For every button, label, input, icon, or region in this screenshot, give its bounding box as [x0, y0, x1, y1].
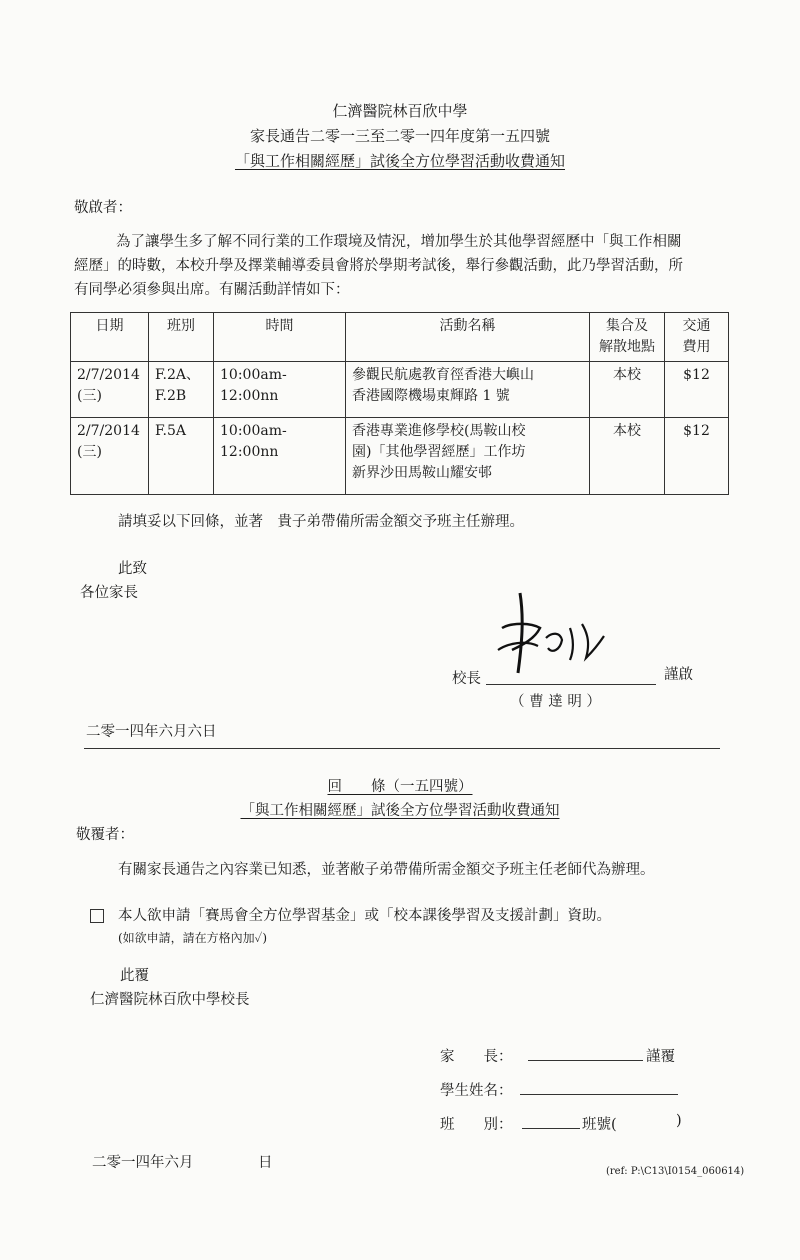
cell-class [149, 418, 214, 495]
paragraph-line-2: 經歷」的時數，本校升學及擇業輔導委員會將於學期考試後，舉行參觀活動，此乃學習活動，所 [74, 258, 683, 274]
reference-code: (ref: P:\C13\I0154_060614) [606, 1166, 745, 1177]
header-class: 班別 [149, 313, 214, 362]
reply-title: 回 條（一五四號） [327, 779, 473, 795]
row-date: 2/7/2014 [77, 367, 140, 383]
respect-closing: 謹啟 [664, 667, 693, 683]
class-field[interactable] [522, 1128, 580, 1129]
reply-subtitle: 「與工作相關經歷」試後全方位學習活動收費通知 [240, 803, 560, 819]
header-place-line-2: 解散地點 [599, 339, 655, 355]
notice-number: 家長通告二零一三至二零一四年度第一五四號 [249, 127, 550, 145]
cell-time: 10:00am-12:00nn [214, 418, 346, 495]
header-place [590, 313, 665, 362]
student-name-field[interactable] [520, 1094, 678, 1095]
principal-signature-line [486, 684, 656, 685]
principal-label: 校長 [452, 671, 481, 687]
class-number-label: 班號( [582, 1117, 617, 1133]
row-activity-3: 新界沙田馬鞍山耀安邨 [352, 465, 492, 481]
class-number-close: ) [676, 1113, 682, 1129]
parent-suffix: 謹覆 [646, 1049, 675, 1065]
row-activity-1: 參觀民航處教育徑香港大嶼山 [352, 367, 534, 383]
row-class-1: F.2A、 [155, 367, 201, 383]
reply-date-day: 日 [258, 1155, 273, 1171]
row-date: 2/7/2014 [77, 423, 140, 439]
table-header-row [71, 313, 729, 362]
table-row [71, 362, 729, 418]
row-class-1: F.5A [155, 423, 187, 439]
row-weekday: (三) [77, 388, 102, 404]
paragraph-line-3: 有同學必須參與出席。有關活動詳情如下： [74, 282, 350, 298]
cell-fee: $12 [665, 362, 729, 418]
row-activity-2: 園)「其他學習經歷」工作坊 [352, 444, 526, 460]
header-date: 日期 [71, 313, 149, 362]
cell-time: 10:00am-12:00nn [214, 362, 346, 418]
cell-class [149, 362, 214, 418]
row-weekday: (三) [77, 444, 102, 460]
letter-date: 二零一四年六月六日 [86, 724, 217, 740]
header-fee-line-1: 交通 [682, 318, 711, 334]
cell-activity [346, 362, 590, 418]
closing-line-1: 此致 [118, 561, 147, 577]
reply-body: 有關家長通告之內容業已知悉，並著敝子弟帶備所需金額交予班主任老師代為辦理。 [118, 862, 655, 878]
salutation: 敬啟者： [74, 200, 132, 216]
row-activity-1: 香港專業進修學校(馬鞍山校 [352, 423, 526, 439]
reply-request: 請填妥以下回條，並著 貴子弟帶備所需金額交予班主任辦理。 [118, 514, 524, 530]
parent-signature-field[interactable] [528, 1060, 643, 1061]
header-time: 時間 [214, 313, 346, 362]
cell-place: 本校 [590, 362, 665, 418]
closing-line-2: 各位家長 [80, 585, 138, 601]
funding-checkbox[interactable] [90, 909, 104, 923]
student-name-label: 學生姓名： [440, 1083, 513, 1099]
cell-date [71, 418, 149, 495]
row-class-2: F.2B [155, 388, 187, 404]
funding-checkbox-note: (如欲申請，請在方格內加✓) [118, 931, 268, 945]
header-activity: 活動名稱 [346, 313, 590, 362]
principal-signature [490, 588, 610, 683]
reply-date-prefix: 二零一四年六月 [92, 1155, 194, 1171]
cell-date [71, 362, 149, 418]
principal-name: （ 曹 達 明 ） [510, 694, 601, 710]
school-name: 仁濟醫院林百欣中學 [332, 102, 468, 120]
row-activity-2: 香港國際機場東輝路 1 號 [352, 388, 510, 404]
cell-place: 本校 [590, 418, 665, 495]
reply-closing-2: 仁濟醫院林百欣中學校長 [90, 992, 250, 1008]
cell-activity [346, 418, 590, 495]
activity-table [70, 312, 729, 495]
reply-closing-1: 此覆 [120, 968, 149, 984]
tear-off-line [84, 748, 720, 749]
notice-title: 「與工作相關經歷」試後全方位學習活動收費通知 [234, 152, 565, 170]
reply-salutation: 敬覆者： [76, 827, 134, 843]
header-fee-line-2: 費用 [682, 339, 711, 355]
table-row [71, 418, 729, 495]
cell-fee: $12 [665, 418, 729, 495]
funding-checkbox-label: 本人欲申請「賽馬會全方位學習基金」或「校本課後學習及支援計劃」資助。 [118, 908, 611, 924]
paragraph-line-1: 為了讓學生多了解不同行業的工作環境及情況，增加學生於其他學習經歷中「與工作相關 [116, 234, 682, 250]
header-place-line-1: 集合及 [606, 318, 648, 334]
class-label: 班 別： [440, 1117, 513, 1133]
header-fee [665, 313, 729, 362]
parent-label: 家 長： [440, 1049, 513, 1065]
